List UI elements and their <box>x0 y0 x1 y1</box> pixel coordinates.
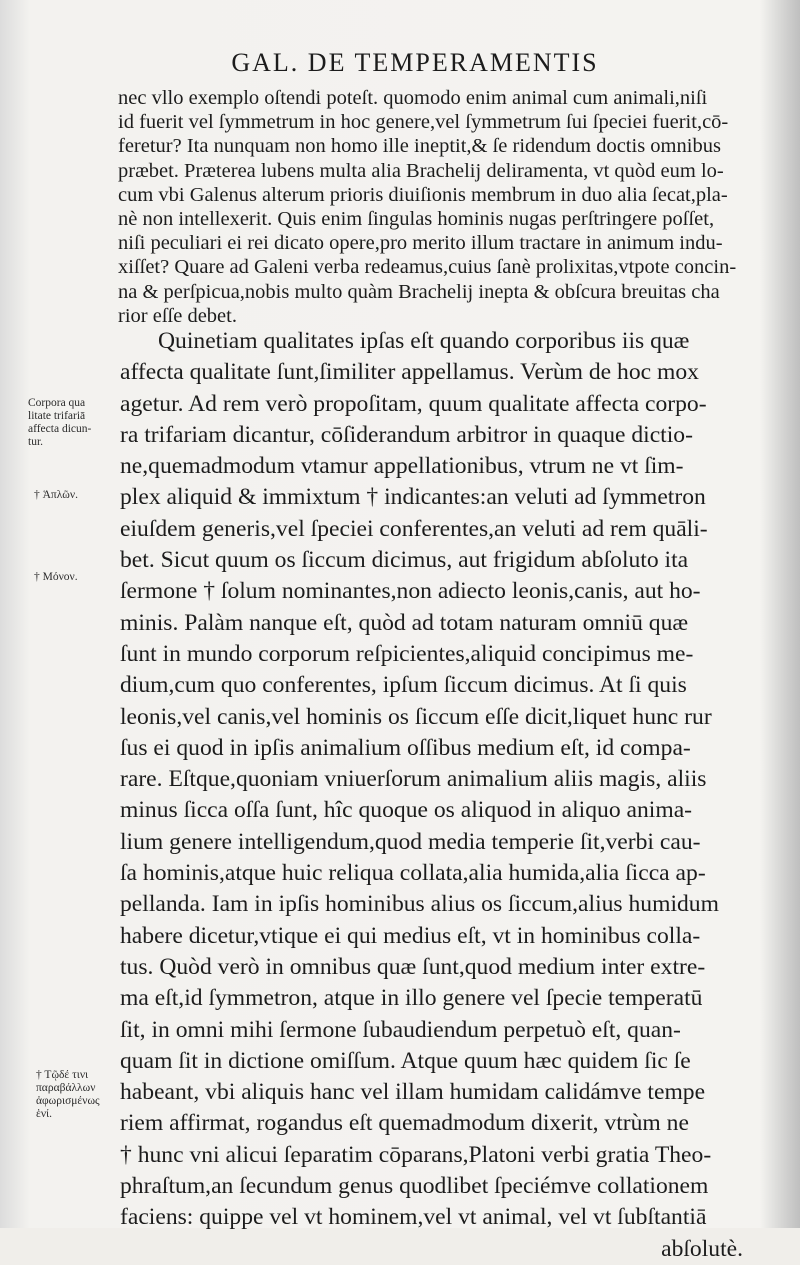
margin-note-line: παραβάλλων <box>36 1082 96 1094</box>
text-line: pellanda. Iam in ipſis hominibus alius os ſiccum,alius humidum <box>120 891 719 918</box>
text-line: nec vllo exemplo oſtendi poteſt. quomodo enim animal cum animali,niſi <box>118 87 708 109</box>
text-line: † hunc vni alicui ſeparatim cōparans,Platoni verbi gratia Theo- <box>120 1141 712 1168</box>
text-line: ſunt in mundo corporum reſpicientes,aliquid concipimus me- <box>120 640 694 667</box>
text-line: lium genere intelligendum,quod media temperie ſit,verbi cau- <box>120 828 701 855</box>
margin-note-line: † Ἁπλῶν. <box>34 489 78 501</box>
text-line: leonis,vel canis,vel hominis os ſiccum eſſe dicit,liquet hunc rur <box>120 703 712 730</box>
margin-note-line: Corpora qua <box>28 397 86 409</box>
page-edge-shadow <box>760 0 800 1228</box>
text-line: niſi peculiari ei rei dicato opere,pro merito illum tractare in animum indu- <box>118 232 723 255</box>
margin-note-line: † Τῷδέ τινι <box>36 1069 89 1081</box>
margin-note-line: † Μόνον. <box>34 571 78 583</box>
text-line: bet. Sicut quum os ſiccum dicimus, aut frigidum abſoluto ita <box>120 547 689 574</box>
text-line: xiſſet? Quare ad Galeni verba redeamus,cuius ſanè prolixitas,vtpote concin- <box>118 256 737 279</box>
text-line-last: abſolutè. <box>661 1235 743 1262</box>
margin-note-line: affecta dicun- <box>28 423 92 435</box>
text-line: minis. Palàm nanque eſt, quòd ad totam naturam omniū quæ <box>120 609 689 636</box>
text-line: eiuſdem generis,vel ſpeciei conferentes,an veluti ad rem quāli- <box>120 515 708 542</box>
margin-note-haplon <box>34 489 124 502</box>
text-line: agetur. Ad rem verò propoſitam, quum qualitate affecta corpo- <box>120 390 707 417</box>
margin-note-corpora <box>28 397 118 449</box>
text-line: affecta qualitate ſunt,ſimiliter appellamus. Verùm de hoc mox <box>120 359 699 386</box>
text-line: ſus ei quod in ipſis animalium oſſibus medium eſt, id compa- <box>120 734 691 761</box>
margin-note-line: tur. <box>28 436 44 448</box>
margin-note-line: litate trifariā <box>28 410 86 422</box>
text-line: minus ſicca oſſa ſunt, hîc quoque os aliquod in aliquo anima- <box>120 797 693 824</box>
text-line: phraſtum,an ſecundum genus quodlibet ſpeciémve collationem <box>120 1173 709 1200</box>
text-line: ne,quemadmodum vtamur appellationibus, vtrum ne vt ſim- <box>120 453 684 480</box>
text-line: rare. Eſtque,quoniam vniuerſorum animalium aliis magis, aliis <box>120 766 707 793</box>
text-line: faciens: quippe vel vt hominem,vel vt animal, vel vt ſubſtantiā <box>120 1204 707 1231</box>
text-line: ſa hominis,atque huic reliqua collata,alia humida,alia ſicca ap- <box>120 860 706 887</box>
text-line: ſit, in omni mihi ſermone ſubaudiendum perpetuò eſt, quan- <box>120 1016 681 1043</box>
running-head: GAL. DE TEMPERAMENTIS <box>231 48 599 77</box>
text-line: rior eſſe debet. <box>118 304 237 327</box>
text-line: feretur? Ita nunquam non homo ille ineptit,& ſe ridendum doctis omnibus <box>118 135 721 158</box>
text-line: dium,cum quo conferentes, ipſum ſiccum dicimus. At ſi quis <box>120 672 687 699</box>
paragraph-2 <box>120 326 745 1265</box>
text-line: ma eſt,id ſymmetron, atque in illo genere vel ſpecie temperatū <box>120 985 703 1012</box>
text-line: quam ſit in dictione omiſſum. Atque quum hæc quidem ſic ſe <box>120 1047 691 1074</box>
text-line: plex aliquid & immixtum † indicantes:an veluti ad ſymmetron <box>120 484 706 511</box>
margin-note-line: ἀφωρισμένως <box>36 1095 100 1107</box>
text-line: cum vbi Galenus alterum prioris diuiſionis membrum in duo alia ſecat,pla- <box>118 183 728 206</box>
text-line: habeant, vbi aliquis hanc vel illam humidam calidámve tempe <box>120 1079 706 1106</box>
text-line: habere dicetur,vtique ei qui medius eſt, vt in hominibus colla- <box>120 922 701 949</box>
margin-note-todeti <box>36 1069 126 1121</box>
text-line: Quinetiam qualitates ipſas eſt quando corporibus iis quæ <box>158 328 690 354</box>
margin-note-line: ἑνί. <box>36 1108 52 1120</box>
text-line: id fuerit vel ſymmetrum in hoc genere,vel ſymmetrum ſui ſpeciei fuerit,cō- <box>118 111 729 134</box>
text-line: præbet. Præterea lubens multa alia Brachelij deliramenta, vt quòd eum lo- <box>118 159 724 182</box>
text-line: ra trifariam dicantur, cōſiderandum arbitror in quaque dictio- <box>120 421 693 448</box>
text-line: na & perſpicua,nobis multo quàm Brachelij inepta & obſcura breuitas cha <box>118 280 720 303</box>
paragraph-1 <box>118 86 740 328</box>
margin-note-monon <box>34 571 124 584</box>
text-line: nè non intellexerit. Quis enim ſingulas hominis nugas perſtringere poſſet, <box>118 207 715 230</box>
text-line: tus. Quòd verò in omnibus quæ ſunt,quod medium inter extre- <box>120 953 706 980</box>
text-line: riem affirmat, rogandus eſt quemadmodum dixerit, vtrùm ne <box>120 1110 689 1137</box>
text-line: ſermone † ſolum nominantes,non adiecto leonis,canis, aut ho- <box>120 578 701 605</box>
